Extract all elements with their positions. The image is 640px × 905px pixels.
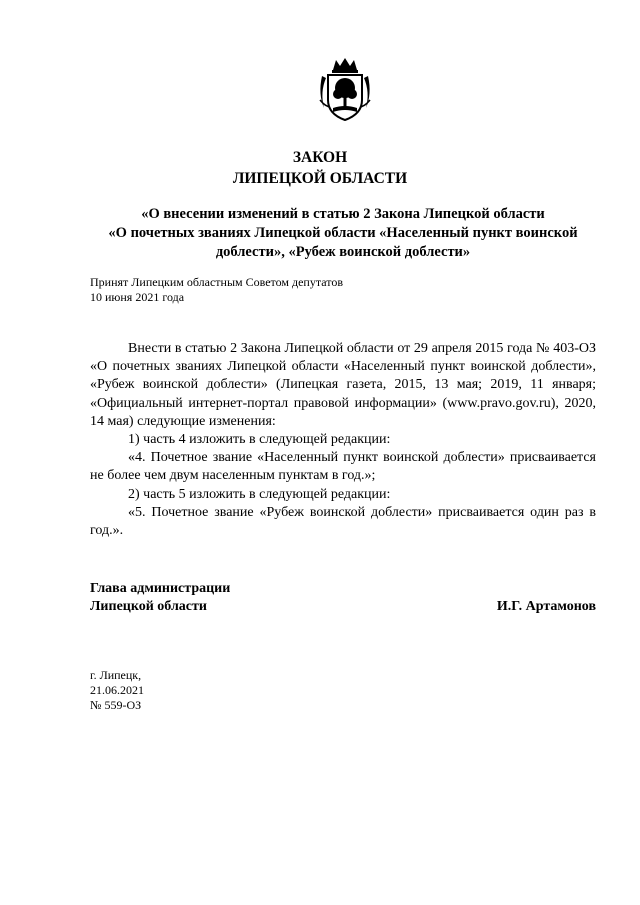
law-body [90,340,596,540]
adoption-date: 10 июня 2021 года [90,290,185,304]
law-subject-line: доблести», «Рубеж воинской доблести» [215,244,471,260]
law-subject-title [90,205,596,262]
body-paragraph: Внести в статью 2 Закона Липецкой области от 29 апреля 2015 года № 403-ОЗ «О почетных званиях Липецкой области «Населенный пункт воинской доблести», «Рубеж воинской доблести» (Липецкая газета, 2015, 13 мая; 2019, 11 января; «Официальный интернет-портал правовой информации» (www.pravo.gov.ru), 2020, 14 мая) следующие изменения: [90,341,596,429]
signature-block [90,580,596,616]
lipetsk-coat-of-arms-icon [316,56,374,122]
footer-date: 21.06.2021 [90,683,144,697]
document-type-title: ЗАКОН [292,149,348,166]
law-subject-line: «О почетных званиях Липецкой области «Населенный пункт воинской [108,225,578,241]
document-footer [90,668,144,713]
body-paragraph: «5. Почетное звание «Рубеж воинской доблести» присваивается один раз в год.». [90,504,596,539]
signatory-position-line: Глава администрации [90,581,231,596]
adoption-body: Принят Липецким областным Советом депутатов [90,275,344,289]
signatory-name: И.Г. Артамонов [496,599,596,614]
footer-city: г. Липецк, [90,668,142,682]
law-subject-line: «О внесении изменений в статью 2 Закона Липецкой области [141,206,545,222]
footer-number: № 559-ОЗ [90,698,142,712]
body-paragraph: 1) часть 4 изложить в следующей редакции: [128,432,391,448]
adoption-note [90,275,343,305]
body-paragraph: 2) часть 5 изложить в следующей редакции: [128,486,391,502]
signature-row [90,598,596,616]
body-paragraph: «4. Почетное звание «Населенный пункт воинской доблести» присваивается не более чем двум населенным пунктам в год.»; [90,450,596,484]
signatory-position-line: Липецкой области [90,599,207,614]
issuing-region-title: ЛИПЕЦКОЙ ОБЛАСТИ [232,170,408,187]
